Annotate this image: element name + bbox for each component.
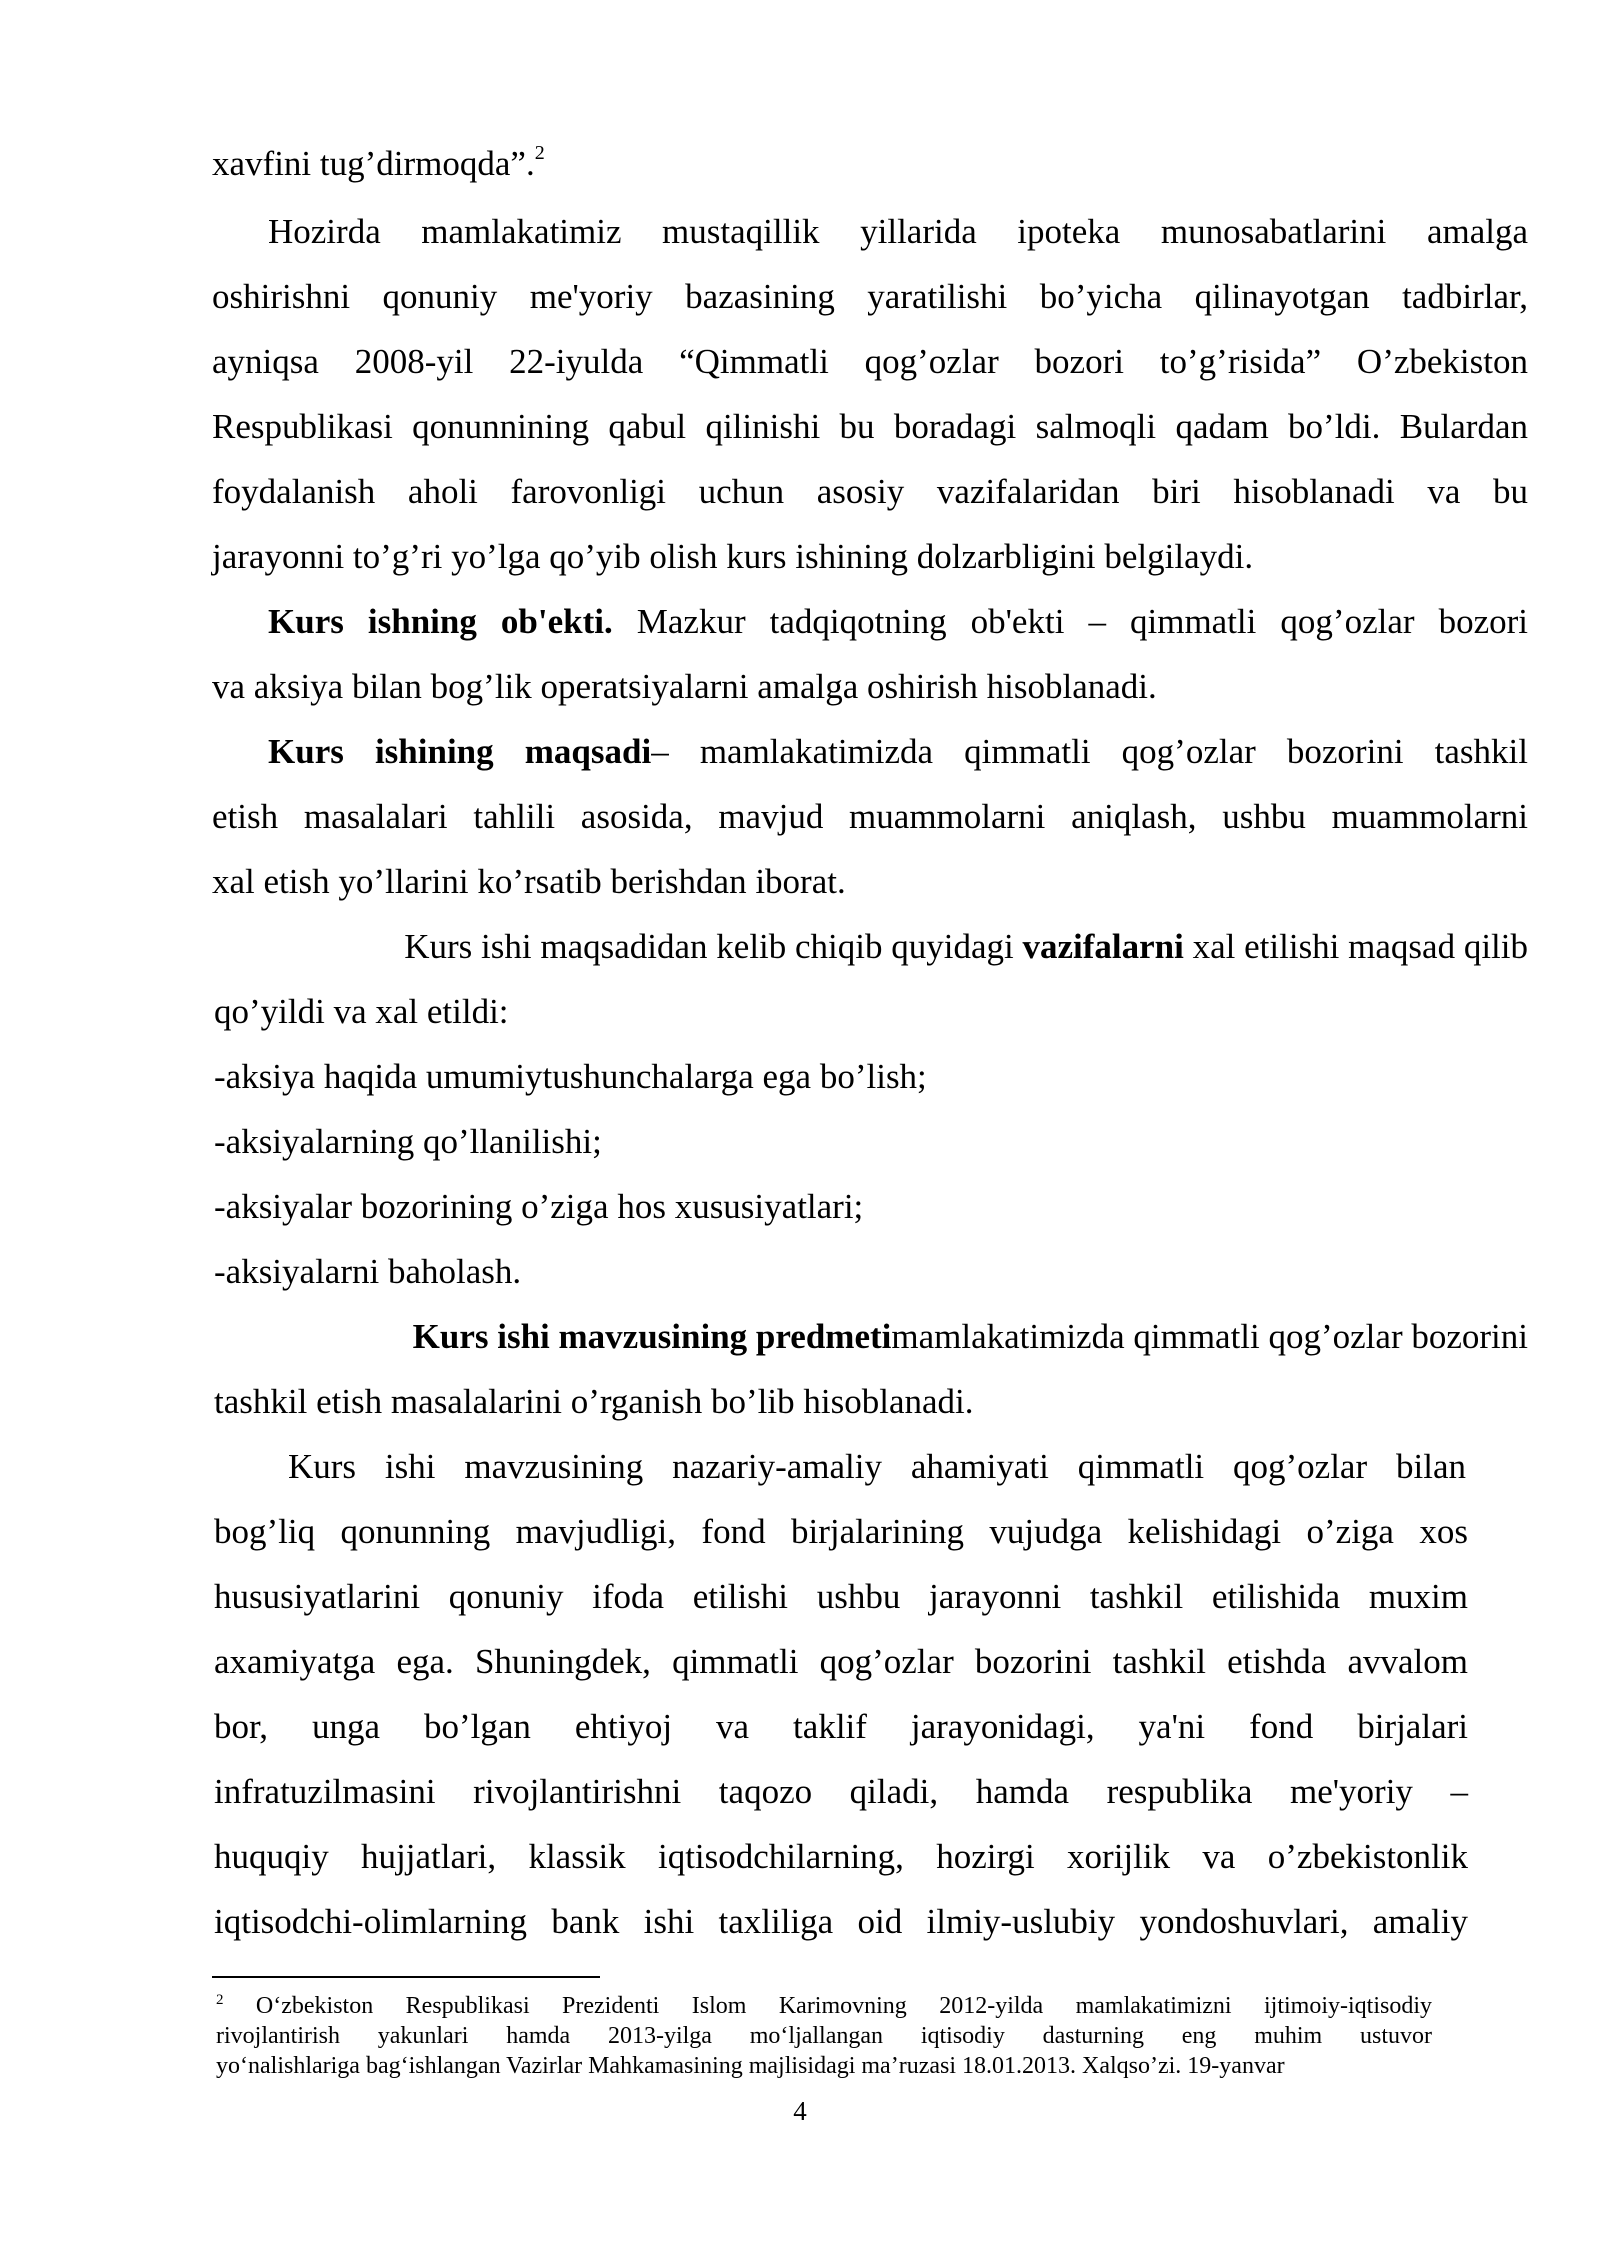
line-text: xavfini tug’dirmoqda”.	[212, 144, 535, 183]
list-item: -aksiya haqida umumiytushunchalarga ega bo’lish;	[214, 1057, 927, 1096]
text-line: foydalanish aholi farovonligi uchun asosiy vazifalaridan biri hisoblanadi va bu	[212, 472, 1528, 511]
text-line	[268, 730, 1528, 774]
footnote-line: yo‘nalishlariga bag‘ishlangan Vazirlar Mahkamasining majlisidagi ma’ruzasi 18.01.2013. Xalqso’zi. 19-yanvar	[216, 2053, 1285, 2079]
text-line: va aksiya bilan bog’lik operatsiyalarni amalga oshirish hisoblanadi.	[212, 667, 1157, 706]
line-text: mamlakatimizda qimmatli qog’ozlar bozorini	[891, 1317, 1528, 1356]
footnote-line: rivojlantirish yakunlari hamda 2013-yilga mo‘ljallangan iqtisodiy dasturning eng muhim ustuvor	[216, 2023, 1432, 2049]
text-line: qo’yildi va xal etildi:	[214, 992, 509, 1031]
line-text: Mazkur tadqiqotning ob'ekti – qimmatli qog’ozlar bozori	[612, 602, 1528, 641]
text-line	[268, 600, 1528, 644]
line-text: Kurs ishi maqsadidan kelib chiqib quyidagi	[404, 927, 1023, 966]
text-line: Kurs ishi mavzusining nazariy-amaliy ahamiyati qimmatli qog’ozlar bilan	[288, 1447, 1466, 1486]
footnote-separator	[212, 1976, 600, 1978]
text-line: axamiyatga ega. Shuningdek, qimmatli qog’ozlar bozorini tashkil etishda avvalom	[214, 1642, 1468, 1681]
text-line: huquqiy hujjatlari, klassik iqtisodchilarning, hozirgi xorijlik va o’zbekistonlik	[214, 1837, 1468, 1876]
text-line: Respublikasi qonunnining qabul qilinishi bu boradagi salmoqli qadam bo’ldi. Bulardan	[212, 407, 1528, 446]
list-item: -aksiyalarni baholash.	[214, 1252, 522, 1291]
footnote-line	[216, 1991, 1432, 2021]
text-line: Hozirda mamlakatimiz mustaqillik yillarida ipoteka munosabatlarini amalga	[268, 212, 1528, 251]
text-line: bog’liq qonunning mavjudligi, fond birjalarining vujudga kelishidagi o’ziga xos	[214, 1512, 1468, 1551]
footnote-marker: 2	[216, 1992, 224, 2008]
text-line: xal etish yo’llarini ko’rsatib berishdan iborat.	[212, 862, 846, 901]
text-line: hususiyatlarini qonuniy ifoda etilishi ushbu jarayonni tashkil etilishida muxim	[214, 1577, 1468, 1616]
text-line: jarayonni to’g’ri yo’lga qo’yib olish kurs ishining dolzarbligini belgilaydi.	[212, 537, 1254, 576]
line-text: – mamlakatimizda qimmatli qog’ozlar bozorini tashkil	[651, 732, 1528, 771]
tasks-keyword: vazifalarni	[1022, 927, 1184, 966]
footnote-reference: 2	[534, 142, 545, 164]
text-line	[212, 142, 1528, 186]
text-line: oshirishni qonuniy me'yoriy bazasining yaratilishi bo’yicha qilinayotgan tadbirlar,	[212, 277, 1528, 316]
text-line: iqtisodchi-olimlarning bank ishi taxliliga oid ilmiy-uslubiy yondoshuvlari, amaliy	[214, 1902, 1468, 1941]
list-item: -aksiyalar bozorining o’ziga hos xususiyatlari;	[214, 1187, 864, 1226]
section-heading-goal: Kurs ishining maqsadi	[268, 732, 652, 771]
text-line: infratuzilmasini rivojlantirishni taqozo qiladi, hamda respublika me'yoriy –	[214, 1772, 1468, 1811]
line-text: xal etilishi maqsad qilib	[1183, 927, 1528, 966]
text-line: tashkil etish masalalarini o’rganish bo’lib hisoblanadi.	[214, 1382, 974, 1421]
list-item: -aksiyalarning qo’llanilishi;	[214, 1122, 602, 1161]
text-line	[288, 1315, 1528, 1359]
text-line: ayniqsa 2008-yil 22-iyulda “Qimmatli qog’ozlar bozori to’g’risida” O’zbekiston	[212, 342, 1528, 381]
footnote-text: O‘zbekiston Respublikasi Prezidenti Islom Karimovning 2012-yilda mamlakatimizni ijtimoiy-iqtisodiy	[223, 1993, 1432, 2019]
text-line	[306, 925, 1528, 969]
text-line: etish masalalari tahlili asosida, mavjud muammolarni aniqlash, ushbu muammolarni	[212, 797, 1528, 836]
section-heading-object: Kurs ishning ob'ekti.	[268, 602, 613, 641]
text-line: bor, unga bo’lgan ehtiyoj va taklif jarayonidagi, ya'ni fond birjalari	[214, 1707, 1468, 1746]
page-number: 4	[793, 2096, 807, 2126]
section-heading-subject: Kurs ishi mavzusining predmeti	[412, 1317, 892, 1356]
